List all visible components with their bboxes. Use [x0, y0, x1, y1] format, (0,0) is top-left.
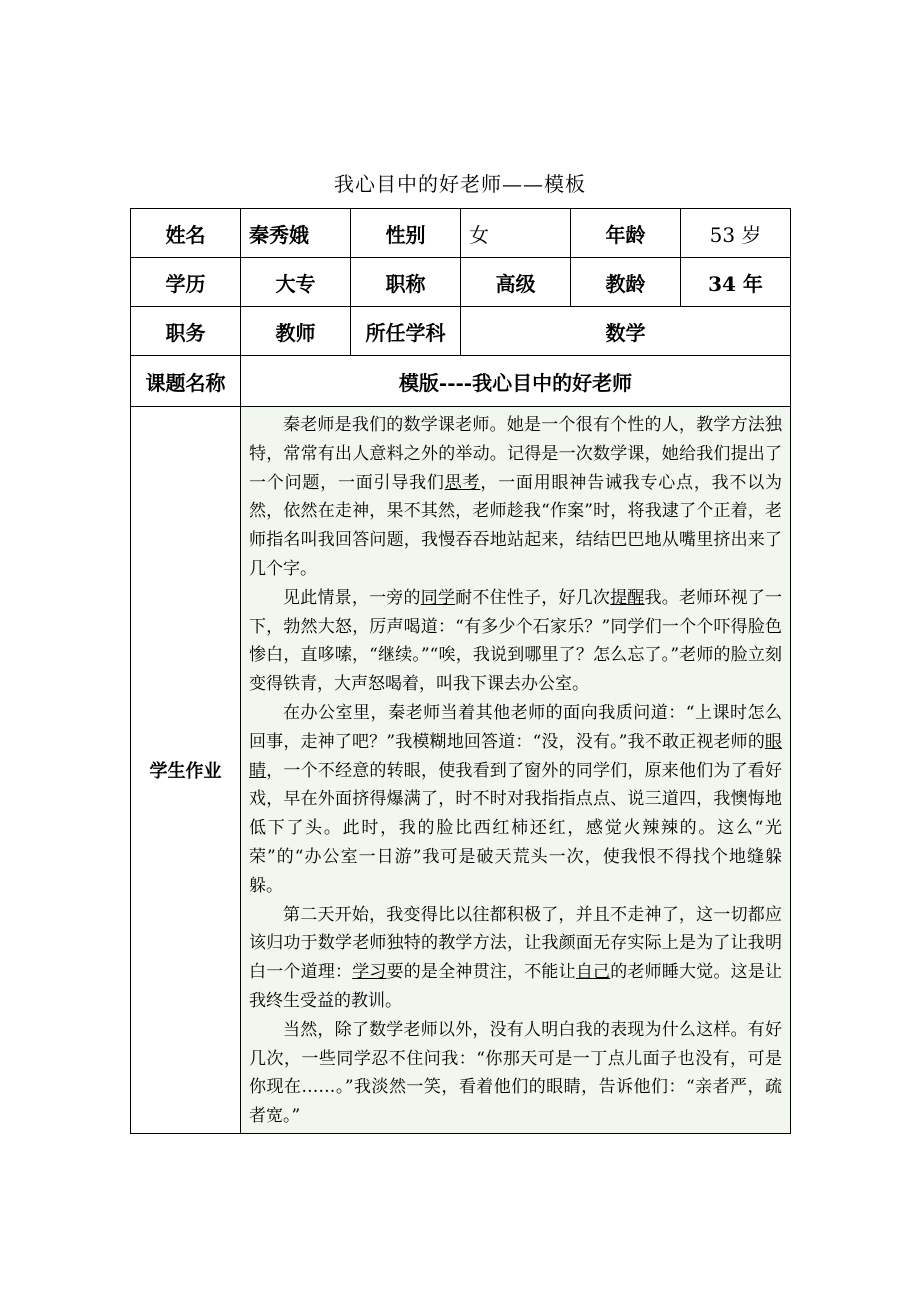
- position-label: 职务: [131, 307, 241, 356]
- underlined-word: 思考: [444, 472, 481, 493]
- essay-paragraph: 第二天开始，我变得比以往都积极了，并且不走神了，这一切都应该归功于数学老师独特的教学方法，让我颜面无存实际上是为了让我明白一个道理：学习要的是全神贯注，不能让自己的老师睡大觉。这是让我终生受益的教训。: [249, 904, 783, 1011]
- name-value: 秦秀娥: [241, 209, 351, 258]
- underlined-word: 学习: [352, 962, 387, 983]
- table-row: [131, 307, 791, 356]
- essay-paragraph: 在办公室里，秦老师当着其他老师的面向我质问道：“上课时怎么回事，走神了吧？”我模糊地回答道：“没，没有。”我不敢正视老师的眼睛，一个不经意的转眼，使我看到了窗外的同学们，原来他们为了看好戏，早在外面挤得爆满了，时不时对我指指点点、说三道四，我懊悔地低下了头。此时，我的脸比西红柿还红，感觉火辣辣的。这么“光荣”的“办公室一日游”我可是破天荒头一次，使我恨不得找个地缝躲躲。: [249, 702, 783, 896]
- subject-value: 数学: [461, 307, 791, 356]
- age-label: 年龄: [571, 209, 681, 258]
- teaching-years-label: 教龄: [571, 258, 681, 307]
- job-title-value: 高级: [461, 258, 571, 307]
- table-row: [131, 209, 791, 258]
- teaching-years-value: 34 年: [681, 258, 791, 307]
- table-row: [131, 356, 791, 407]
- homework-label: 学生作业: [131, 407, 241, 1134]
- essay-paragraph: 秦老师是我们的数学课老师。她是一个很有个性的人，教学方法独特，常常有出人意料之外的举动。记得是一次数学课，她给我们提出了一个问题，一面引导我们思考，一面用眼神告诫我专心点，我不以为然，依然在走神，果不其然，老师趁我“作案”时，将我逮了个正着，老师指名叫我回答问题，我慢吞吞地站起来，结结巴巴地从嘴里挤出来了几个字。: [249, 415, 783, 579]
- name-label: 姓名: [131, 209, 241, 258]
- table-row: [131, 407, 791, 1134]
- homework-essay: [241, 407, 791, 1134]
- underlined-word: 自己: [575, 962, 611, 983]
- essay-paragraph: 见此情景，一旁的同学耐不住性子，好几次提醒我。老师环视了一下，勃然大怒，厉声喝道：“有多少个石家乐？”同学们一个个吓得脸色惨白，直哆嗦，“继续。”“唉，我说到哪里了？怎么忘了。”老师的脸立刻变得铁青，大声怒喝着，叫我下课去办公室。: [249, 587, 783, 695]
- topic-label: 课题名称: [131, 356, 241, 407]
- underlined-word: 同学: [420, 587, 456, 608]
- page-title: 我心目中的好老师——模板: [334, 172, 586, 196]
- underlined-word: 眼睛: [249, 731, 782, 781]
- essay-paragraph: 当然，除了数学老师以外，没有人明白我的表现为什么这样。有好几次，一些同学忍不住问我：“你那天可是一丁点儿面子也没有，可是你现在……。”我淡然一笑，看着他们的眼睛，告诉他们：“亲者严，疏者宽。”: [249, 1019, 782, 1127]
- table-row: [131, 258, 791, 307]
- job-title-label: 职称: [351, 258, 461, 307]
- age-value: 53 岁: [681, 209, 791, 258]
- teacher-info-table: [130, 208, 791, 1134]
- underlined-word: 提醒: [610, 587, 645, 608]
- position-value: 教师: [241, 307, 351, 356]
- gender-value: 女: [461, 209, 571, 258]
- education-label: 学历: [131, 258, 241, 307]
- education-value: 大专: [241, 258, 351, 307]
- topic-value: 模版----我心目中的好老师: [241, 356, 791, 407]
- subject-label: 所任学科: [351, 307, 461, 356]
- gender-label: 性别: [351, 209, 461, 258]
